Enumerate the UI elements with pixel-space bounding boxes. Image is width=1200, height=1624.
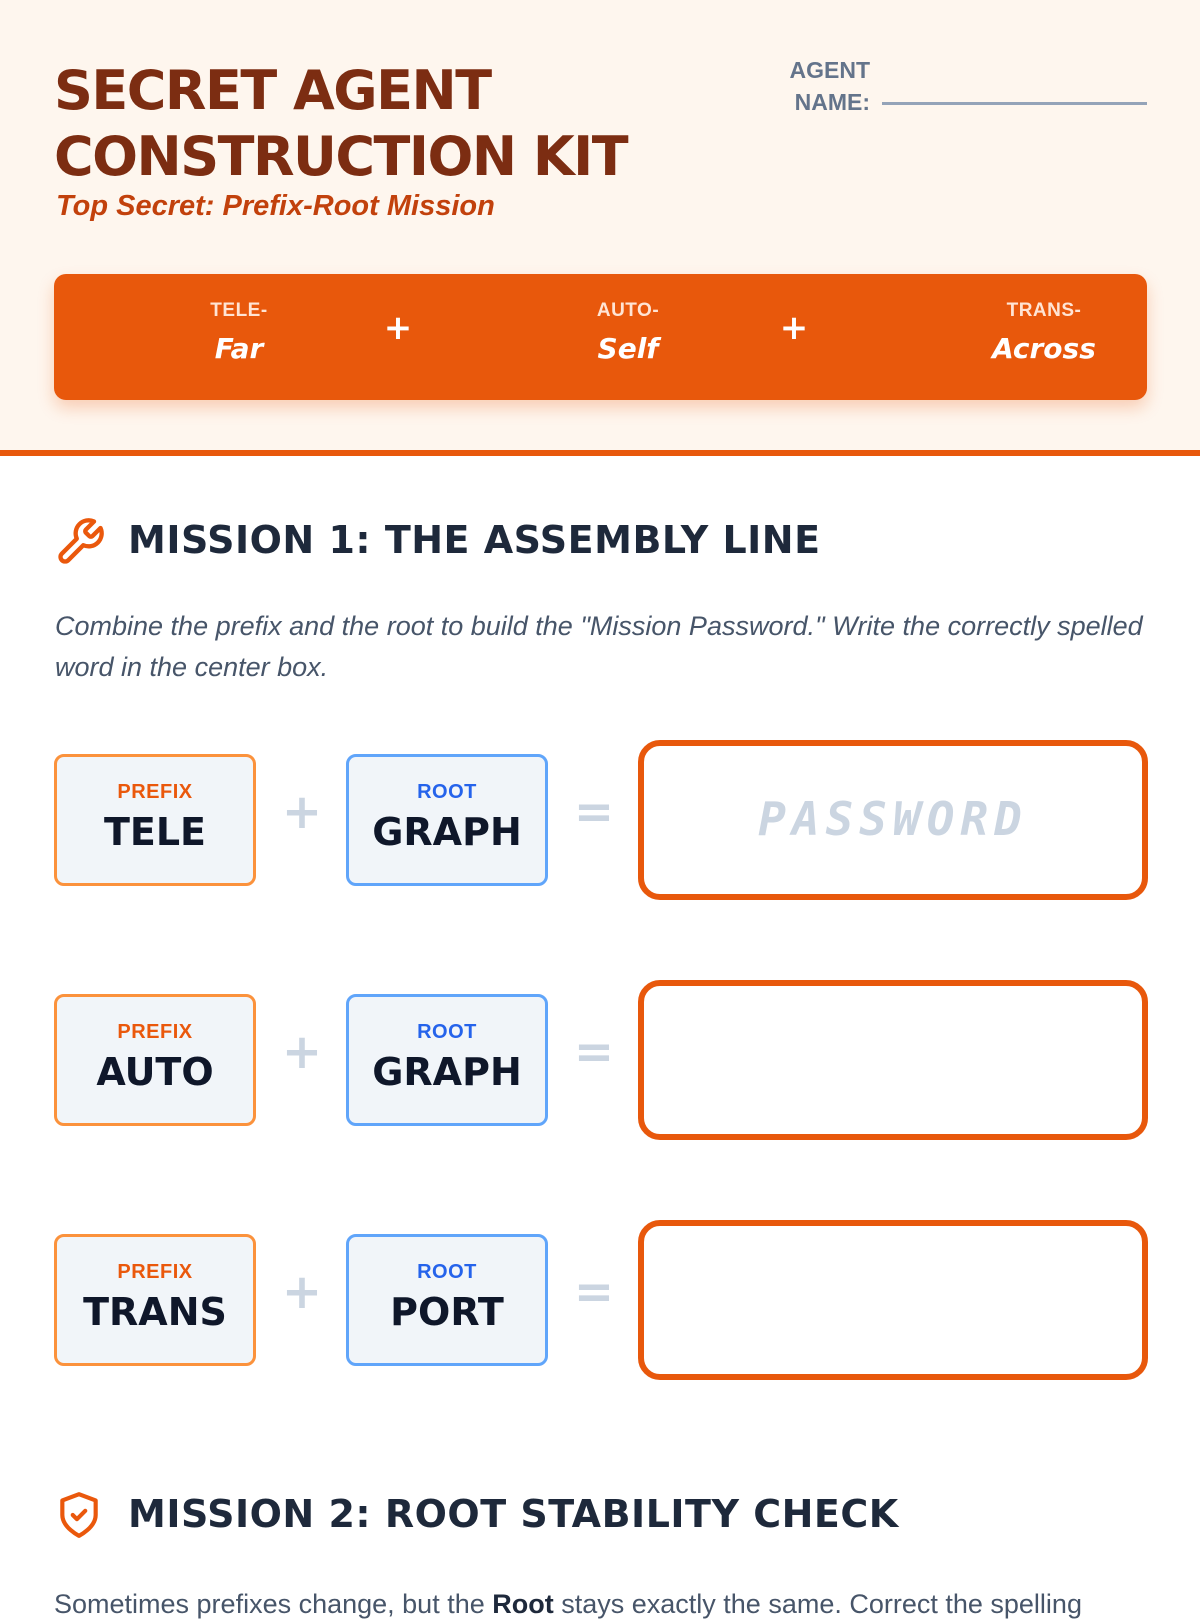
banner-meaning: Self (597, 332, 659, 365)
answer-placeholder: PASSWORD (758, 792, 1028, 846)
root-tile (346, 1234, 548, 1366)
agent-name-line[interactable] (882, 102, 1147, 105)
prefix-tag: PREFIX (117, 1021, 193, 1043)
prefix-tag: PREFIX (117, 1261, 193, 1283)
banner-meaning: Across (992, 332, 1096, 365)
prefix-word: AUTO (96, 1050, 214, 1094)
answer-box[interactable] (638, 1220, 1148, 1380)
equals-sign: = (573, 784, 615, 840)
page-title (54, 58, 734, 190)
prefix-tile (54, 994, 256, 1126)
banner-plus: + (383, 308, 413, 348)
banner-item-tele (139, 300, 339, 365)
prefix-word: TRANS (83, 1290, 227, 1334)
root-tag: ROOT (417, 781, 477, 803)
root-tile (346, 994, 548, 1126)
prefix-tile (54, 754, 256, 886)
answer-box[interactable] (638, 980, 1148, 1140)
plus-sign: + (281, 784, 323, 840)
root-word: GRAPH (372, 810, 522, 854)
banner-meaning: Far (214, 332, 264, 365)
mission-1-instructions: Combine the prefix and the root to build the "Mission Password." Write the correctly spelled word in the center box. (55, 611, 1143, 682)
mission-2-text-end: stays exactly the same. Correct the spelling (553, 1589, 1082, 1619)
prefix-tile (54, 1234, 256, 1366)
banner-item-trans (944, 300, 1144, 365)
assembly-row (54, 740, 1148, 900)
mission-2-text-start: Sometimes prefixes change, but the (54, 1589, 493, 1619)
title-line-1: SECRET AGENT (54, 59, 491, 122)
banner-prefix: TRANS- (1006, 300, 1082, 321)
plus-sign: + (281, 1264, 323, 1320)
title-line-2: CONSTRUCTION KIT (54, 125, 628, 188)
assembly-row (54, 980, 1148, 1140)
plus-sign: + (281, 1024, 323, 1080)
page-subtitle: Top Secret: Prefix-Root Mission (56, 190, 495, 222)
mission-2-title: MISSION 2: ROOT STABILITY CHECK (128, 1492, 899, 1536)
root-tag: ROOT (417, 1261, 477, 1283)
assembly-row (54, 1220, 1148, 1380)
equals-sign: = (573, 1024, 615, 1080)
mission-2-instructions (54, 1584, 1154, 1624)
header (0, 0, 1200, 456)
prefix-word: TELE (103, 810, 207, 854)
prefix-tag: PREFIX (117, 781, 193, 803)
banner-item-auto (528, 300, 728, 365)
agent-name-field (770, 54, 1150, 118)
banner-plus: + (779, 308, 809, 348)
root-tag: ROOT (417, 1021, 477, 1043)
banner-prefix: AUTO- (596, 300, 660, 321)
mission-2-text-bold: Root (492, 1589, 554, 1619)
answer-box[interactable] (638, 740, 1148, 900)
root-tile (346, 754, 548, 886)
equals-sign: = (573, 1264, 615, 1320)
shield-check-icon (54, 1490, 104, 1540)
prefix-banner (54, 274, 1147, 400)
root-word: GRAPH (372, 1050, 522, 1094)
agent-name-label: AGENT NAME: (789, 57, 870, 115)
mission-1-title: MISSION 1: THE ASSEMBLY LINE (128, 518, 821, 562)
wrench-icon (54, 516, 106, 568)
banner-prefix: TELE- (210, 300, 268, 321)
root-word: PORT (390, 1290, 504, 1334)
